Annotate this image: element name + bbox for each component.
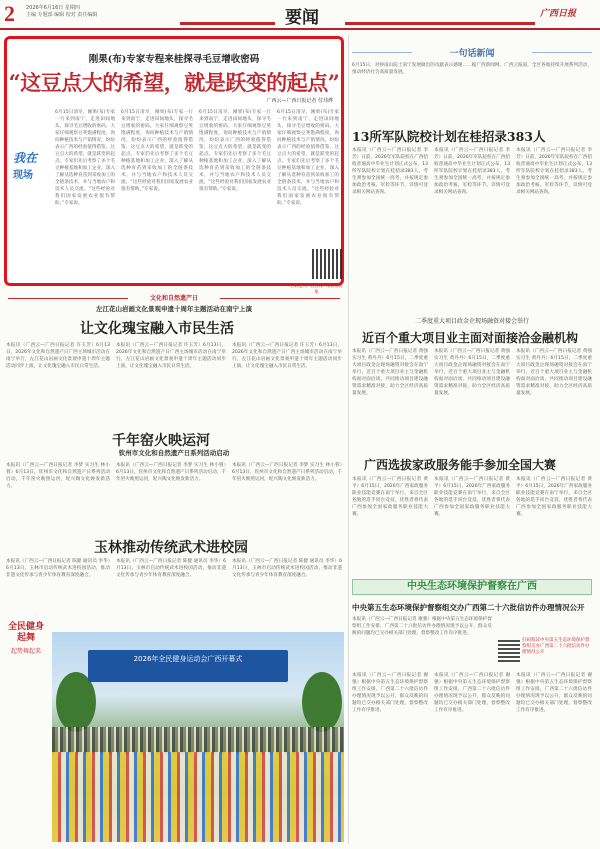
eco-body-col-1: 本报讯（广西云—广西日报记者 谢强）根据中央第五生态环境保护督察组工作安排，广西第二十六批信访件办理情况现予以公开，群众反映的问题均已交办相关部门处理，督察整改工作有序推进。 (352, 673, 428, 713)
masthead-bar-left (180, 22, 275, 25)
qr-caption: 扫码阅读中央第五生态环境保护督察组交办广西第二十六批信访件办理情况公开 (522, 638, 590, 655)
lead-body-col-3: 6月15日清早，刚果(布)专家一行来到南宁，走进田间地头，探寻毛豆增收的密码。大家仔细观察豆荚饱满程度，询问种植技术与产销情况，纷纷表示广西的经验值得借鉴，这豆点大的希望，就是跃变的起点。专家们先后考察了多个毛豆种植基地和加工企业，深入了解从选种育苗到采收加工的全链条技术，并与当地农户和技术人员交流。“这些经验对我们国家发展农业很有帮助。”专家说。 (199, 110, 271, 192)
lead-byline: 广西云—广西日报记者 付玮烨 (266, 98, 333, 104)
qr-code-icon[interactable] (312, 249, 342, 279)
quote-news-body: 6月15日，对钟南山院士南宁发展做出的贡献表示感谢……据广西新闻网、广西云报道，全区各地持续开展系列活动，推动经济社会高质量发展。 (352, 63, 592, 75)
headline-military-schools[interactable]: 13所军队院校计划在桂招录383人 (352, 129, 546, 144)
culture-section-band: 文化和自然遗产日 (4, 293, 344, 303)
military-body-col-2: 本报讯（广西云—广西日报记者 李芳）日前，2026年军队院校在广西招收普通高中毕业生计划正式公布，13所军队院校计划在桂招录383人。考生须参加全国统一高考，并按规定参加政治考核、军检等环节，详情可登录相关网站查询。 (434, 148, 511, 195)
masthead-info: 2026年6月16日 星期四 主编 专题部 编辑 校对 责任编辑 (26, 5, 98, 18)
column-divider (348, 34, 349, 844)
culture-body-col-1: 本报讯（广西云—广西日报记者 许玉芳）6月13日，2026年文化和自然遗产日广西主场城市活动在南宁举行，左江花山岩画文化景观申遗十周年主题活动同步上演，让文化瑰宝融入市民日常生活。 (6, 343, 110, 369)
eco-body-col-2: 本报讯（广西云—广西日报记者 谢强）根据中央第五生态环境保护督察组工作安排，广西第二十六批信访件办理情况现予以公开，群众反映的问题均已交办相关部门处理，督察整改工作有序推进。 (434, 673, 510, 713)
finance-body-col-2: 本报讯（广西云—广西日报记者 黄强 实习生 黄丹丹）6月15日，二季度重大项目政金企现场融资对接会在南宁举行，近百个重大项目业主与金融机构面对面洽谈，共同推动项目建设融资需求精准对接，助力全区经济高质量发展。 (434, 349, 510, 396)
lead-body-col-4: 6月15日清早，刚果(布)专家一行来到南宁，走进田间地头，探寻毛豆增收的密码。大家仔细观察豆荚饱满程度，询问种植技术与产销情况，纷纷表示广西的经验值得借鉴，这豆点大的希望，就是跃变的起点。专家们先后考察了多个毛豆种植基地和加工企业，深入了解从选种育苗到采收加工的全链条技术，并与当地农户和技术人员交流。“这些经验对我们国家发展农业很有帮助。”专家说。 (277, 110, 339, 206)
finance-kicker: 二季度重大项目政金企现场融资对接会举行 (414, 318, 529, 325)
eco-inspection-banner: 中央生态环境保护督察在广西 (352, 579, 592, 595)
skills-body-col-1: 本报讯（广西云—广西日报记者 黄平）6月15日，2026年广西家政服务职业技能竞赛在南宁举行，来自全区各地的选手同台竞技，优胜者将代表广西参加全国家政服务职业技能大赛。 (352, 477, 428, 517)
martial-body-col-3: 本报讯（广西云—广西日报记者 陈健 通讯员 李华）6月13日，玉林市启动传统武术进校园活动，推动非遗文化传承与青少年体育教育深度融合。 (232, 559, 342, 578)
paper-logo: 广西日报 (540, 9, 577, 19)
headline-kiln[interactable]: 千年窑火映运河 (112, 433, 210, 449)
headline-martial-arts[interactable]: 玉林推动传统武术进校园 (94, 540, 248, 556)
kiln-body-col-1: 本报讯（广西云—广西日报记者 李梦 实习生 林小蓉）6月13日，钦州市文化和自然遗产日系列活动启动，千年窑火映照运河，坭兴陶文化焕发新活力。 (6, 463, 110, 489)
headline-skills-contest[interactable]: 广西选拔家政服务能手参加全国大赛 (364, 458, 557, 472)
sidebar-fitness (4, 622, 48, 842)
masthead-bar-right (345, 22, 535, 25)
eco-body-intro: 本报讯（广西云—广西日报记者 谢强）根据中央第五生态环境保护督察组工作安排，广西第二十六批信访件办理情况现予以公开，群众反映的问题均已交办相关部门处理，督察整改工作有序推进。 (352, 617, 492, 636)
page-number: 2 (4, 1, 15, 26)
culture-kicker: 左江花山岩画文化景观申遗十周年主题活动在南宁上演 (96, 305, 252, 313)
headline-culture[interactable]: 让文化瑰宝融入市民生活 (80, 321, 234, 337)
photo-banner: 2026年全民健身运动会广西开幕式 (88, 650, 288, 682)
culture-body-col-3: 本报讯（广西云—广西日报记者 许玉芳）6月13日，2026年文化和自然遗产日广西主场城市活动在南宁举行，左江花山岩画文化景观申遗十周年主题活动同步上演，让文化瑰宝融入市民日常生活。 (232, 343, 342, 369)
sidebar-title: 全民健身起舞 (7, 622, 44, 643)
culture-body-col-2: 本报讯（广西云—广西日报记者 许玉芳）6月13日，2026年文化和自然遗产日广西主场城市活动在南宁举行，左江花山岩画文化景观申遗十周年主题活动同步上演，让文化瑰宝融入市民日常生活。 (116, 343, 226, 369)
finance-body-col-1: 本报讯（广西云—广西日报记者 黄强 实习生 黄丹丹）6月15日，二季度重大项目政金企现场融资对接会在南宁举行，近百个重大项目业主与金融机构面对面洽谈，共同推动项目建设融资需求精准对接，助力全区经济高质量发展。 (352, 349, 428, 396)
military-body-col-1: 本报讯（广西云—广西日报记者 李芳）日前，2026年军队院校在广西招收普通高中毕业生计划正式公布，13所军队院校计划在桂招录383人。考生须参加全国统一高考，并按规定参加政治考核、军检等环节，详情可登录相关网站查询。 (352, 148, 429, 195)
skills-body-col-2: 本报讯（广西云—广西日报记者 黄平）6月15日，2026年广西家政服务职业技能竞赛在南宁举行，来自全区各地的选手同台竞技，优胜者将代表广西参加全国家政服务职业技能大赛。 (434, 477, 510, 517)
news-photo[interactable] (52, 632, 344, 842)
headline-finance[interactable]: 近百个重大项目业主面对面接洽金融机构 (362, 331, 579, 345)
lead-article[interactable] (4, 36, 344, 294)
section-title: 要闻 (285, 8, 319, 28)
skills-body-col-3: 本报讯（广西云—广西日报记者 黄平）6月15日，2026年广西家政服务职业技能竞赛在南宁举行，来自全区各地的选手同台竞技，优胜者将代表广西参加全国家政服务职业技能大赛。 (516, 477, 592, 517)
lead-body-col-2: 6月15日清早，刚果(布)专家一行来到南宁，走进田间地头，探寻毛豆增收的密码。大家仔细观察豆荚饱满程度，询问种植技术与产销情况，纷纷表示广西的经验值得借鉴，这豆点大的希望，就是跃变的起点。专家们先后考察了多个毛豆种植基地和加工企业，深入了解从选种育苗到采收加工的全链条技术，并与当地农户和技术人员交流。“这些经验对我们国家发展农业很有帮助。”专家说。 (121, 110, 193, 192)
headline-eco-inspection[interactable]: 中央第五生态环境保护督察组交办广西第二十六批信访件办理情况公开 (352, 603, 585, 612)
martial-body-col-2: 本报讯（广西云—广西日报记者 陈健 通讯员 李华）6月13日，玉林市启动传统武术进校园活动，推动非遗文化传承与青少年体育教育深度融合。 (116, 559, 226, 578)
lead-kicker: 刚果(布)专家专程来桂探寻毛豆增收密码 (88, 54, 260, 65)
eco-body-col-3: 本报讯（广西云—广西日报记者 谢强）根据中央第五生态环境保护督察组工作安排，广西第二十六批信访件办理情况现予以公开，群众反映的问题均已交办相关部门处理，督察整改工作有序推进。 (516, 673, 592, 713)
qr-code-icon[interactable] (498, 640, 520, 662)
kiln-kicker: 钦州市文化和自然遗产日系列活动启动 (118, 449, 230, 457)
kiln-body-col-2: 本报讯（广西云—广西日报记者 李梦 实习生 林小蓉）6月13日，钦州市文化和自然遗产日系列活动启动，千年窑火映照运河，坭兴陶文化焕发新活力。 (116, 463, 226, 482)
lead-title: “这豆点大的希望，就是跃变的起点” (8, 70, 340, 95)
kiln-body-col-3: 本报讯（广西云—广西日报记者 李梦 实习生 林小蓉）6月13日，钦州市文化和自然遗产日系列活动启动，千年窑火映照运河，坭兴陶文化焕发新活力。 (232, 463, 342, 482)
qr-caption: 扫码进入广西云客户端查看图集 (290, 283, 343, 294)
martial-body-col-1: 本报讯（广西云—广西日报记者 陈健 通讯员 李华）6月13日，玉林市启动传统武术进校园活动，推动非遗文化传承与青少年体育教育深度融合。 (6, 559, 110, 578)
masthead (0, 0, 600, 30)
finance-body-col-3: 本报讯（广西云—广西日报记者 黄强 实习生 黄丹丹）6月15日，二季度重大项目政金企现场融资对接会在南宁举行，近百个重大项目业主与金融机构面对面洽谈，共同推动项目建设融资需求精准对接，助力全区经济高质量发展。 (516, 349, 592, 396)
military-body-col-3: 本报讯（广西云—广西日报记者 李芳）日前，2026年军队院校在广西招收普通高中毕业生计划正式公布，13所军队院校计划在桂招录383人。考生须参加全国统一高考，并按规定参加政治考核、军检等环节，详情可登录相关网站查询。 (516, 148, 593, 195)
lead-body-col-1: 6月15日清早，刚果(布)专家一行来到南宁，走进田间地头，探寻毛豆增收的密码。大家仔细观察豆荚饱满程度，询问种植技术与产销情况，纷纷表示广西的经验值得借鉴，这豆点大的希望，就是跃变的起点。专家们先后考察了多个毛豆种植基地和加工企业，深入了解从选种育苗到采收加工的全链条技术，并与当地农户和技术人员交流。“这些经验对我们国家发展农业很有帮助。”专家说。 (55, 110, 115, 206)
sidebar-subtitle: 起势舞起来 (10, 648, 41, 655)
on-site-logo: 我在 现场 (13, 151, 38, 181)
quote-news-heading: 一句话新闻 (449, 49, 495, 59)
